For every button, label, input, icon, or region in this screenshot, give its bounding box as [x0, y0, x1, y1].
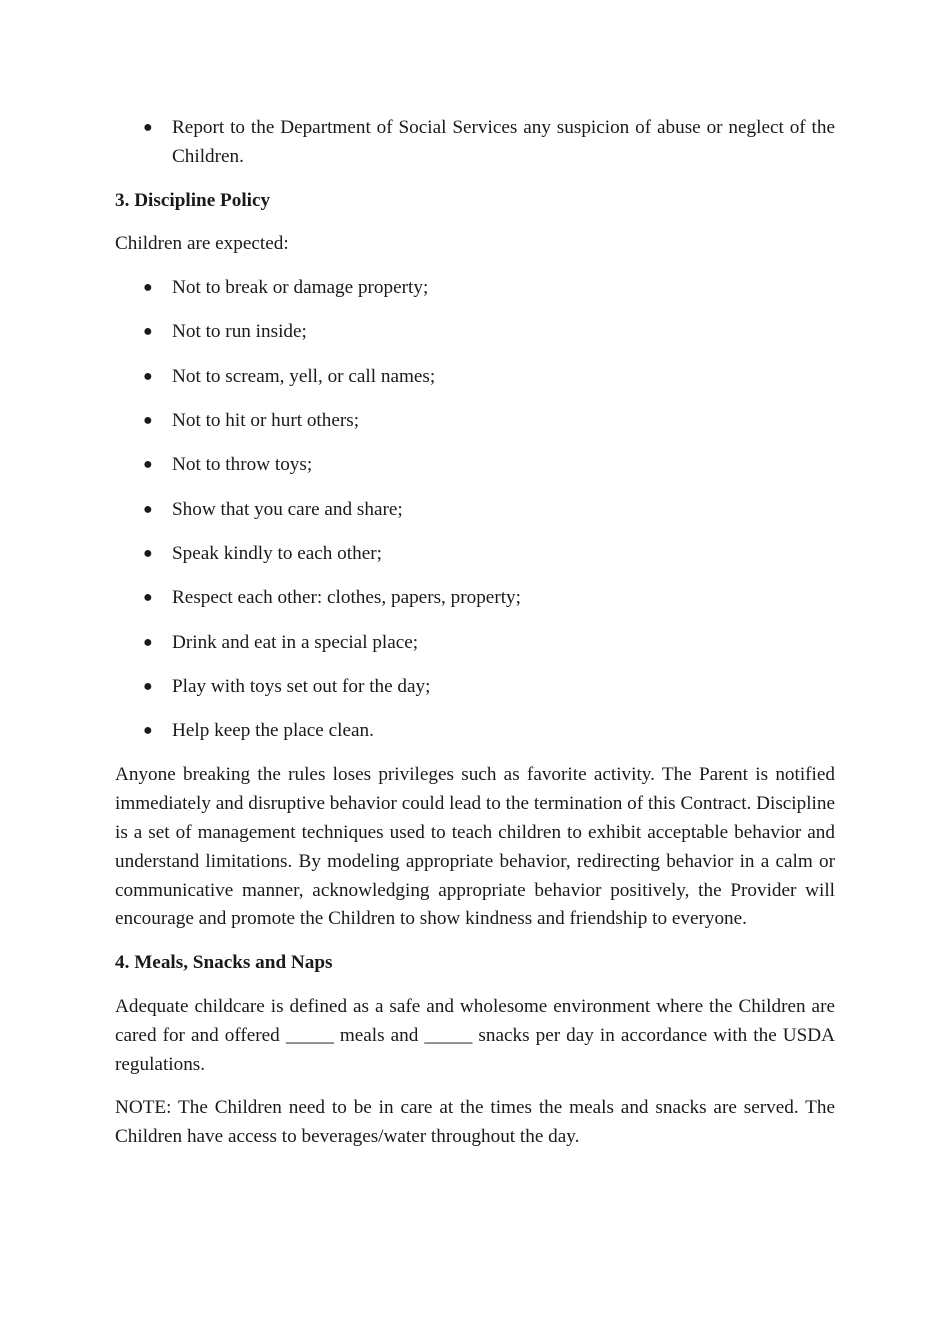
list-item [115, 318, 835, 347]
list-item [115, 629, 835, 658]
list-item-text: Not to scream, yell, or call names; [172, 365, 436, 387]
meals-note: NOTE: The Children need to be in care at the times the meals and snacks are served. The Children have access to beverages/water throughout the day. [115, 1097, 835, 1148]
bullet-icon: ● [143, 677, 153, 695]
list-item-text: Speak kindly to each other; [172, 542, 382, 564]
list-item-text: Not to break or damage property; [172, 277, 429, 299]
bullet-icon: ● [143, 500, 153, 518]
list-item-text: Respect each other: clothes, papers, property; [172, 587, 521, 609]
list-item [115, 363, 835, 392]
list-item-text: Not to throw toys; [172, 454, 313, 476]
discipline-rules-list [115, 274, 835, 746]
discipline-body: Anyone breaking the rules loses privileges such as favorite activity. The Parent is notified immediately and disruptive behavior could lead to the termination of this Contract. Discipline is a set of management techniques used to teach children to exhibit acceptable behavior and understand limitations. By modeling appropriate behavior, redirecting behavior in a calm or communicative manner, acknowledging appropriate behavior positively, the Provider will encourage and promote the Children to show kindness and friendship to everyone. [115, 764, 835, 930]
list-item-text: Not to hit or hurt others; [172, 410, 360, 432]
section-heading-discipline: 3. Discipline Policy [115, 189, 271, 211]
list-item-text: Play with toys set out for the day; [172, 675, 431, 697]
list-item-text: Not to run inside; [172, 321, 307, 343]
list-item [115, 496, 835, 525]
list-item [115, 407, 835, 436]
meals-count-blank: _____ [285, 1024, 334, 1046]
bullet-icon: ● [143, 323, 153, 341]
list-item-text: Report to the Department of Social Services any suspicion of abuse or neglect of the Children. [172, 117, 835, 167]
meals-body-part3: snacks per day in accordance with the USDA regulations. [115, 1024, 836, 1075]
intro-bullet-list [115, 114, 835, 172]
list-item-text: Show that you care and share; [172, 498, 403, 520]
bullet-icon: ● [143, 589, 153, 607]
snacks-count-blank: _____ [424, 1024, 473, 1046]
list-item [115, 673, 835, 702]
bullet-icon: ● [143, 544, 153, 562]
meals-body-part2: meals and [339, 1024, 419, 1046]
list-item [115, 451, 835, 480]
list-item [115, 274, 835, 303]
list-item [115, 717, 835, 746]
list-item-text: Help keep the place clean. [172, 720, 374, 742]
list-item [115, 114, 835, 172]
meals-body [115, 993, 835, 1079]
list-item [115, 540, 835, 569]
section-heading-meals: 4. Meals, Snacks and Naps [115, 952, 333, 974]
list-item-text: Drink and eat in a special place; [172, 631, 419, 653]
bullet-icon: ● [143, 456, 153, 474]
bullet-icon: ● [143, 367, 153, 385]
list-item [115, 584, 835, 613]
document-page [115, 114, 835, 1167]
discipline-lead: Children are expected: [115, 233, 289, 255]
bullet-icon: ● [143, 722, 153, 740]
bullet-icon: ● [143, 279, 153, 297]
bullet-icon: ● [143, 412, 153, 430]
bullet-icon: ● [143, 119, 153, 136]
bullet-icon: ● [143, 633, 153, 651]
meals-body-part1: Adequate childcare is defined as a safe and wholesome environment where the Children are cared for and offered [115, 996, 835, 1046]
